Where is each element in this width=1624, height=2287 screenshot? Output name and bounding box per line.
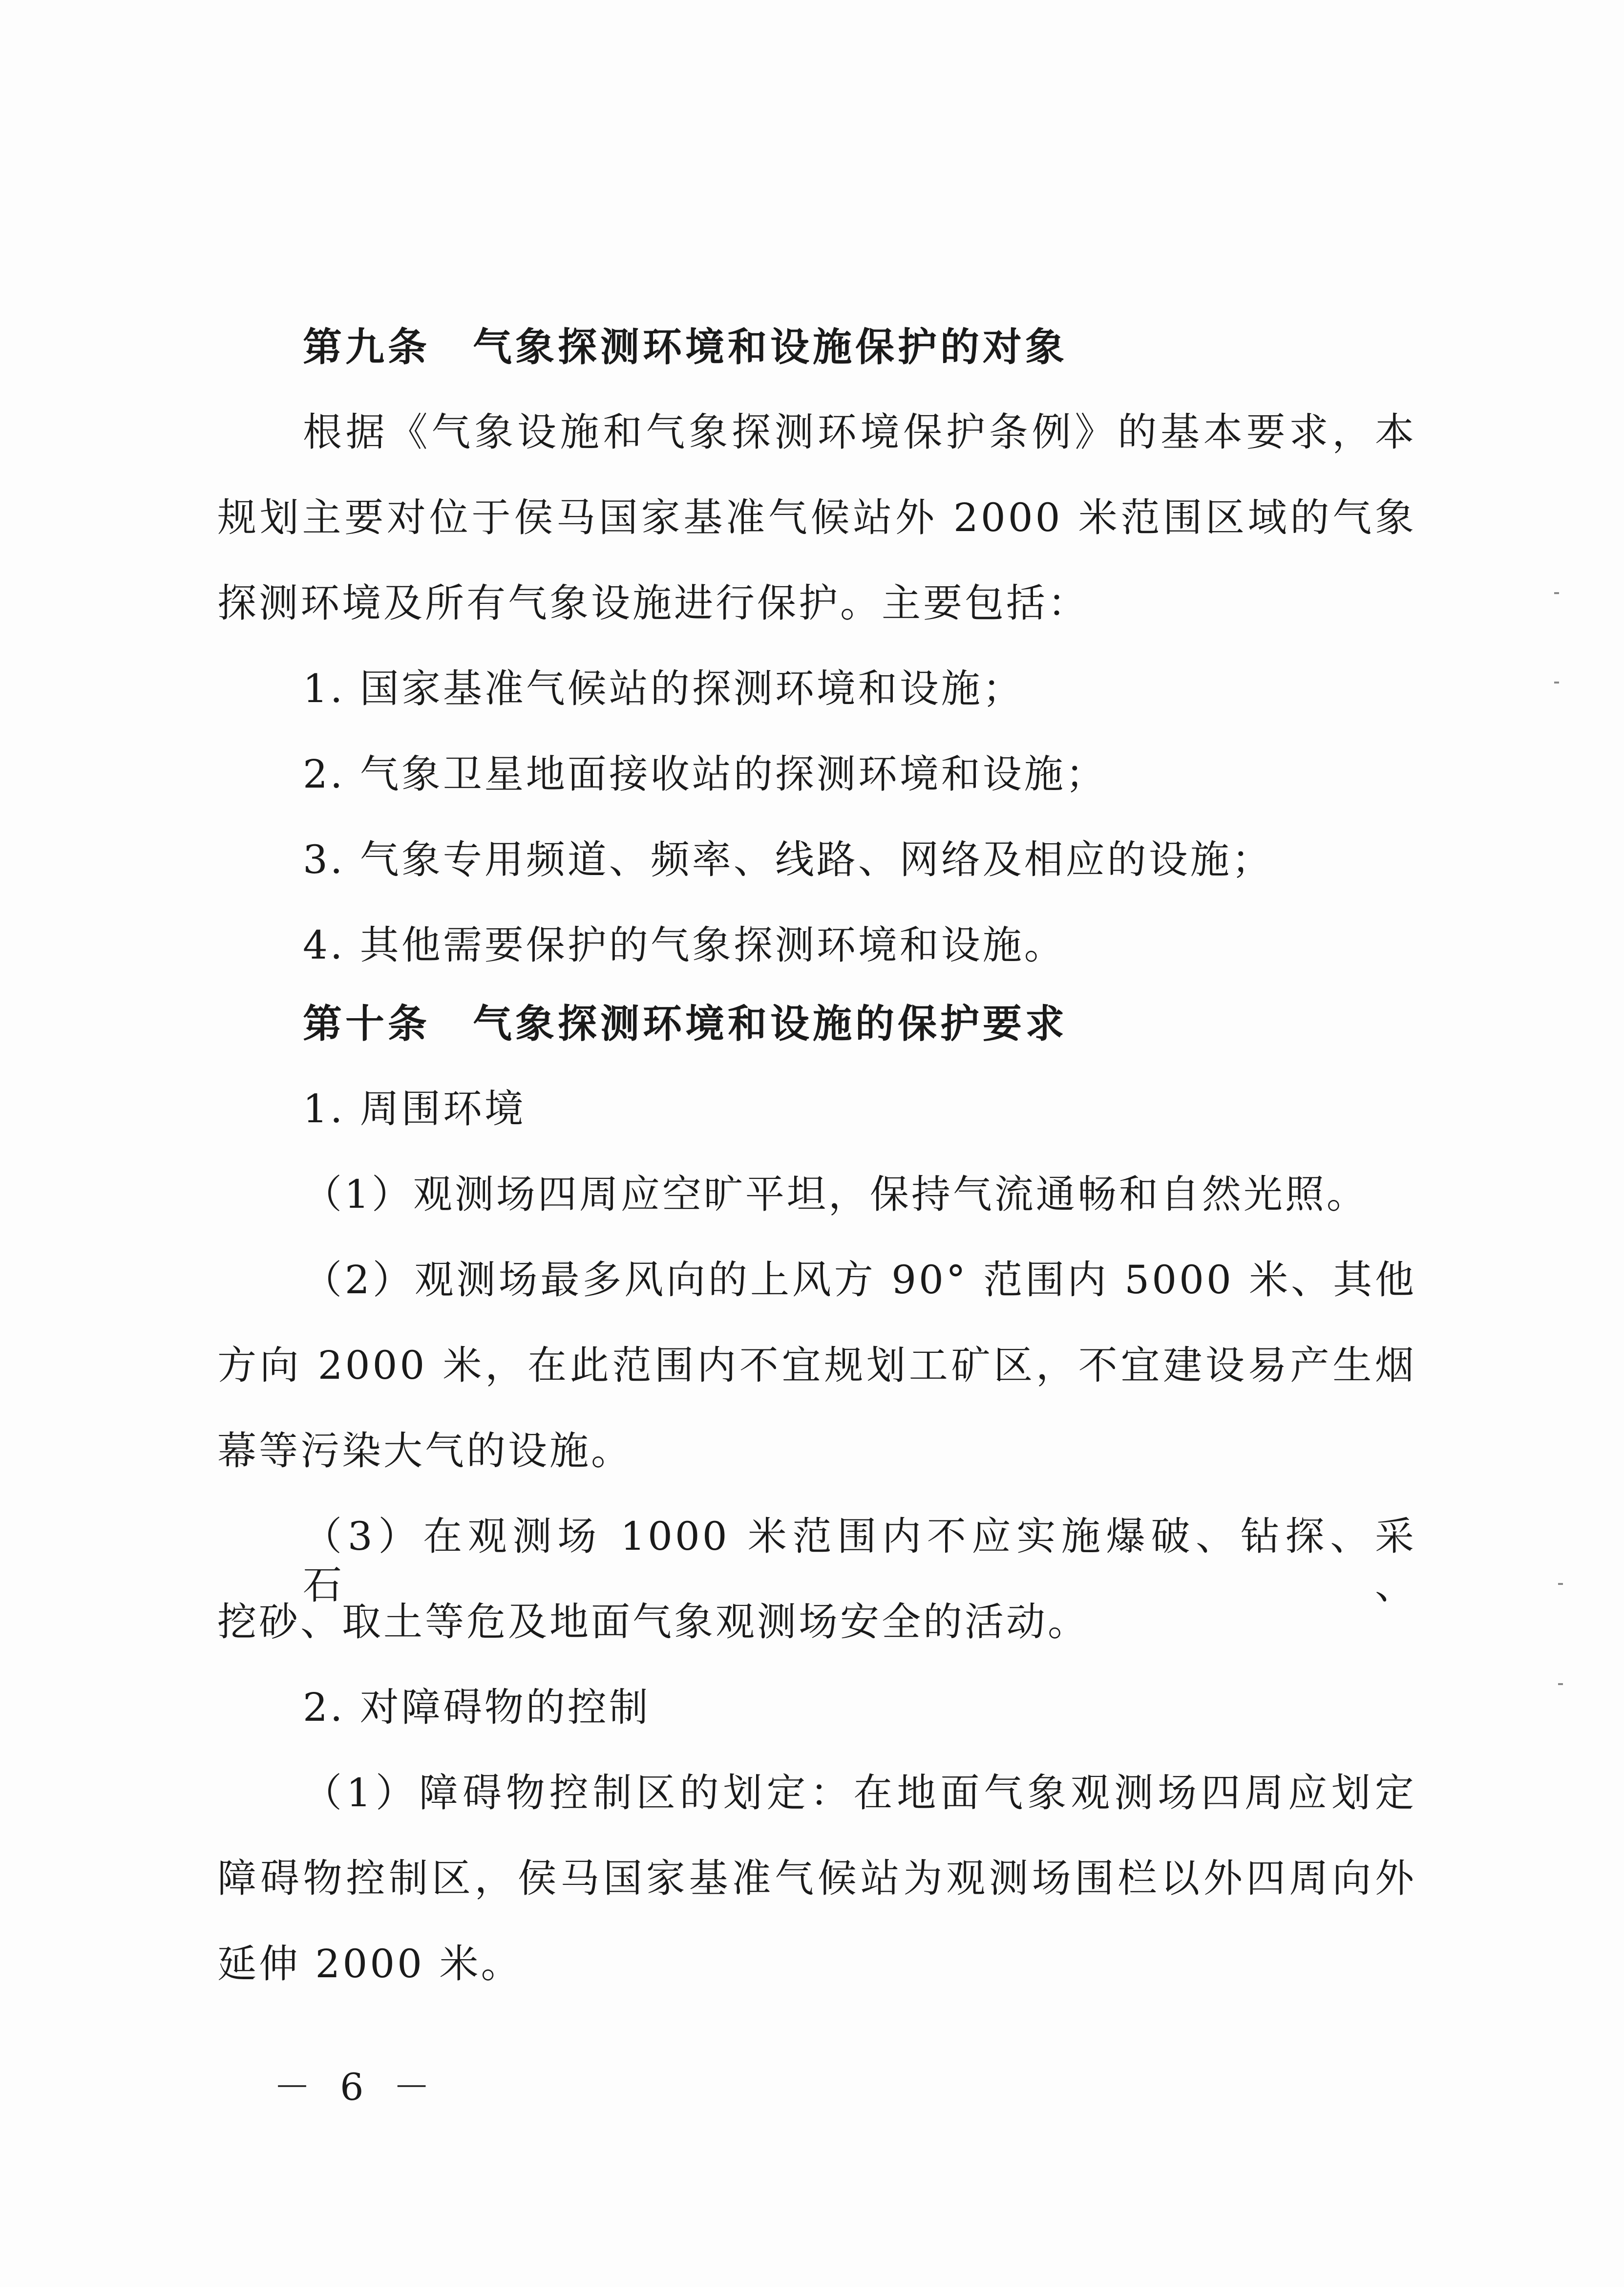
article-9-heading: 第九条 气象探测环境和设施保护的对象 [303, 324, 1068, 370]
scan-mark [1554, 592, 1559, 594]
list-item: 1. 国家基准气候站的探测环境和设施； [303, 666, 1024, 711]
paragraph-line: 挖砂、取土等危及地面气象观测场安全的活动。 [217, 1599, 1089, 1645]
paragraph-line: （1）观测场四周应空旷平坦，保持气流通畅和自然光照。 [303, 1172, 1368, 1217]
paragraph-line: 延伸 2000 米。 [217, 1941, 523, 1987]
section-heading: 2. 对障碍物的控制 [303, 1685, 651, 1730]
paragraph-line: 规划主要对位于侯马国家基准气候站外 2000 米范围区域的气象 [217, 495, 1416, 540]
paragraph-line: 障碍物控制区，侯马国家基准气候站为观测场围栏以外四周向外 [217, 1856, 1416, 1901]
page-number: － 6 － [274, 2065, 439, 2109]
paragraph-line: 幕等污染大气的设施。 [217, 1428, 633, 1474]
paragraph-line: 探测环境及所有气象设施进行保护。主要包括： [217, 580, 1089, 626]
scan-mark [1558, 1583, 1563, 1585]
paragraph-line: （3）在观测场 1000 米范围内不应实施爆破、钻探、采石、 [303, 1514, 1416, 1608]
list-item: 3. 气象专用频道、频率、线路、网络及相应的设施； [303, 837, 1273, 882]
list-item: 2. 气象卫星地面接收站的探测环境和设施； [303, 751, 1107, 797]
scan-mark [1554, 682, 1559, 684]
paragraph-line: （1）障碍物控制区的划定：在地面气象观测场四周应划定 [303, 1770, 1416, 1816]
list-item: 4. 其他需要保护的气象探测环境和设施。 [303, 922, 1066, 968]
paragraph-line: （2）观测场最多风向的上风方 90° 范围内 5000 米、其他 [303, 1257, 1416, 1303]
paragraph-line: 根据《气象设施和气象探测环境保护条例》的基本要求，本 [303, 409, 1416, 455]
section-heading: 1. 周围环境 [303, 1086, 526, 1132]
article-10-heading: 第十条 气象探测环境和设施的保护要求 [303, 1001, 1068, 1047]
scan-mark [1558, 1683, 1563, 1685]
paragraph-line: 方向 2000 米，在此范围内不宜规划工矿区，不宜建设易产生烟 [217, 1343, 1416, 1388]
